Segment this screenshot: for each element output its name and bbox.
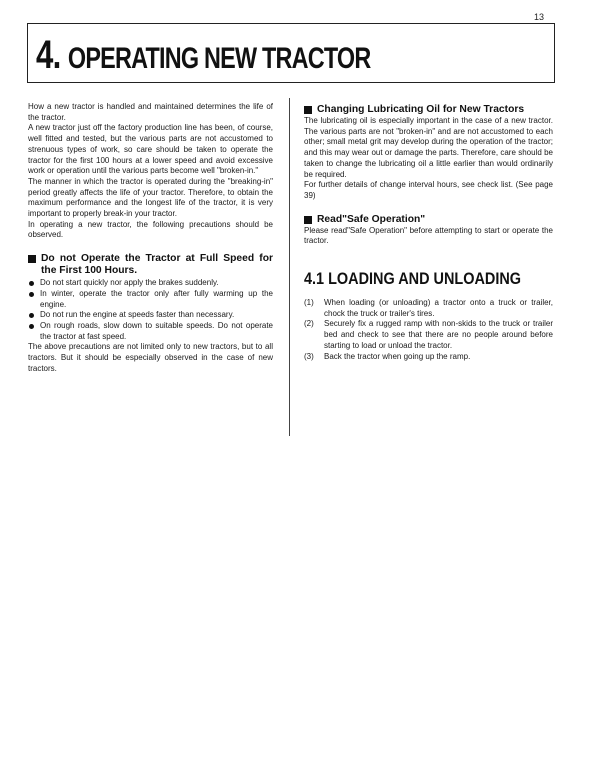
list-item [304, 319, 553, 351]
list-item-text: On rough roads, slow down to suitable speeds. Do not operate the tractor at fast speed. [40, 320, 273, 341]
chapter-title [36, 33, 370, 81]
bullet-dot-icon [29, 281, 34, 286]
precautions-list [28, 278, 273, 342]
step-text: Securely fix a rugged ramp with non-skids to the truck or trailer bed and check to see that there are no people around before starting to load or unload the tractor. [324, 319, 553, 350]
step-number: (3) [304, 351, 314, 361]
list-item-text: Do not run the engine at speeds faster than necessary. [40, 310, 235, 320]
oil-reference: For further details of change interval hours, see check list. (See page 39) [304, 180, 553, 200]
bullet-dot-icon [29, 313, 34, 318]
list-item-text: In winter, operate the tractor only after fully warming up the engine. [40, 288, 273, 309]
list-item [304, 352, 553, 363]
intro-paragraph: A new tractor just off the factory production line has been, of course, well fitted and tested, but the various parts are not accustomed to strenuous types of work, so care should be taken to operate the tractor for the first 100 hours at a lower speed and avoid excessive work or operation until the various parts become well "broken-in." [28, 123, 273, 176]
page-number: 13 [534, 12, 545, 22]
section-heading-oil [304, 104, 553, 116]
bullet-dot-icon [29, 324, 34, 329]
list-item [28, 310, 273, 321]
step-number: (1) [304, 298, 314, 308]
right-column [304, 104, 553, 362]
section-heading-safe-operation [304, 214, 553, 226]
square-bullet-icon [28, 255, 36, 263]
intro-paragraph: In operating a new tractor, the following precautions should be observed. [28, 219, 273, 240]
step-number: (2) [304, 319, 314, 329]
intro-paragraph: The manner in which the tractor is operated during the "breaking-in" period greatly affects the life of your tractor. Therefore, to obtain the maximum performance and the longest life of the tractor, it is very important to properly break-in your tractor. [28, 176, 273, 219]
step-text: When loading (or unloading) a tractor onto a truck or trailer, chock the truck or trailer's tires. [324, 298, 553, 318]
section-title-loading: 4.1 LOADING AND UNLOADING [304, 269, 522, 289]
step-text: Back the tractor when going up the ramp. [324, 351, 471, 361]
intro-paragraph: How a new tractor is handled and maintained determines the life of the tractor. [28, 102, 273, 122]
column-divider [289, 98, 290, 436]
heading-text: Changing Lubricating Oil for New Tractors [317, 104, 525, 115]
chapter-number: 4. [36, 33, 61, 77]
list-item [304, 298, 553, 319]
left-column [28, 102, 273, 374]
section-heading-full-speed [28, 253, 273, 277]
oil-paragraph: The lubricating oil is especially important in the case of a new tractor. The various parts are not "broken-in" and are not accustomed to each other; small metal grit may develop during the operation of the tractor; and this may wear out or damage the parts. Therefore, care should be taken to change the lubricating oil a little earlier than would ordinarily be required. [304, 116, 553, 179]
square-bullet-icon [304, 216, 312, 224]
chapter-title-box [27, 23, 555, 83]
closing-paragraph: The above precautions are not limited only to new tractors, but to all tractors. But it should be especially observed in the case of new tractors. [28, 342, 273, 373]
heading-text: Do not Operate the Tractor at Full Speed for the First 100 Hours. [41, 253, 273, 277]
list-item [28, 289, 273, 310]
heading-text: Read"Safe Operation" [317, 213, 426, 225]
bullet-dot-icon [29, 292, 34, 297]
safe-operation-paragraph: Please read"Safe Operation" before attempting to start or operate the tractor. [304, 225, 553, 246]
loading-steps-list [304, 298, 553, 362]
chapter-title-text: OPERATING NEW TRACTOR [67, 42, 371, 75]
square-bullet-icon [304, 106, 312, 114]
list-item [28, 321, 273, 342]
list-item [28, 278, 273, 289]
list-item-text: Do not start quickly nor apply the brakes suddenly. [40, 278, 219, 288]
